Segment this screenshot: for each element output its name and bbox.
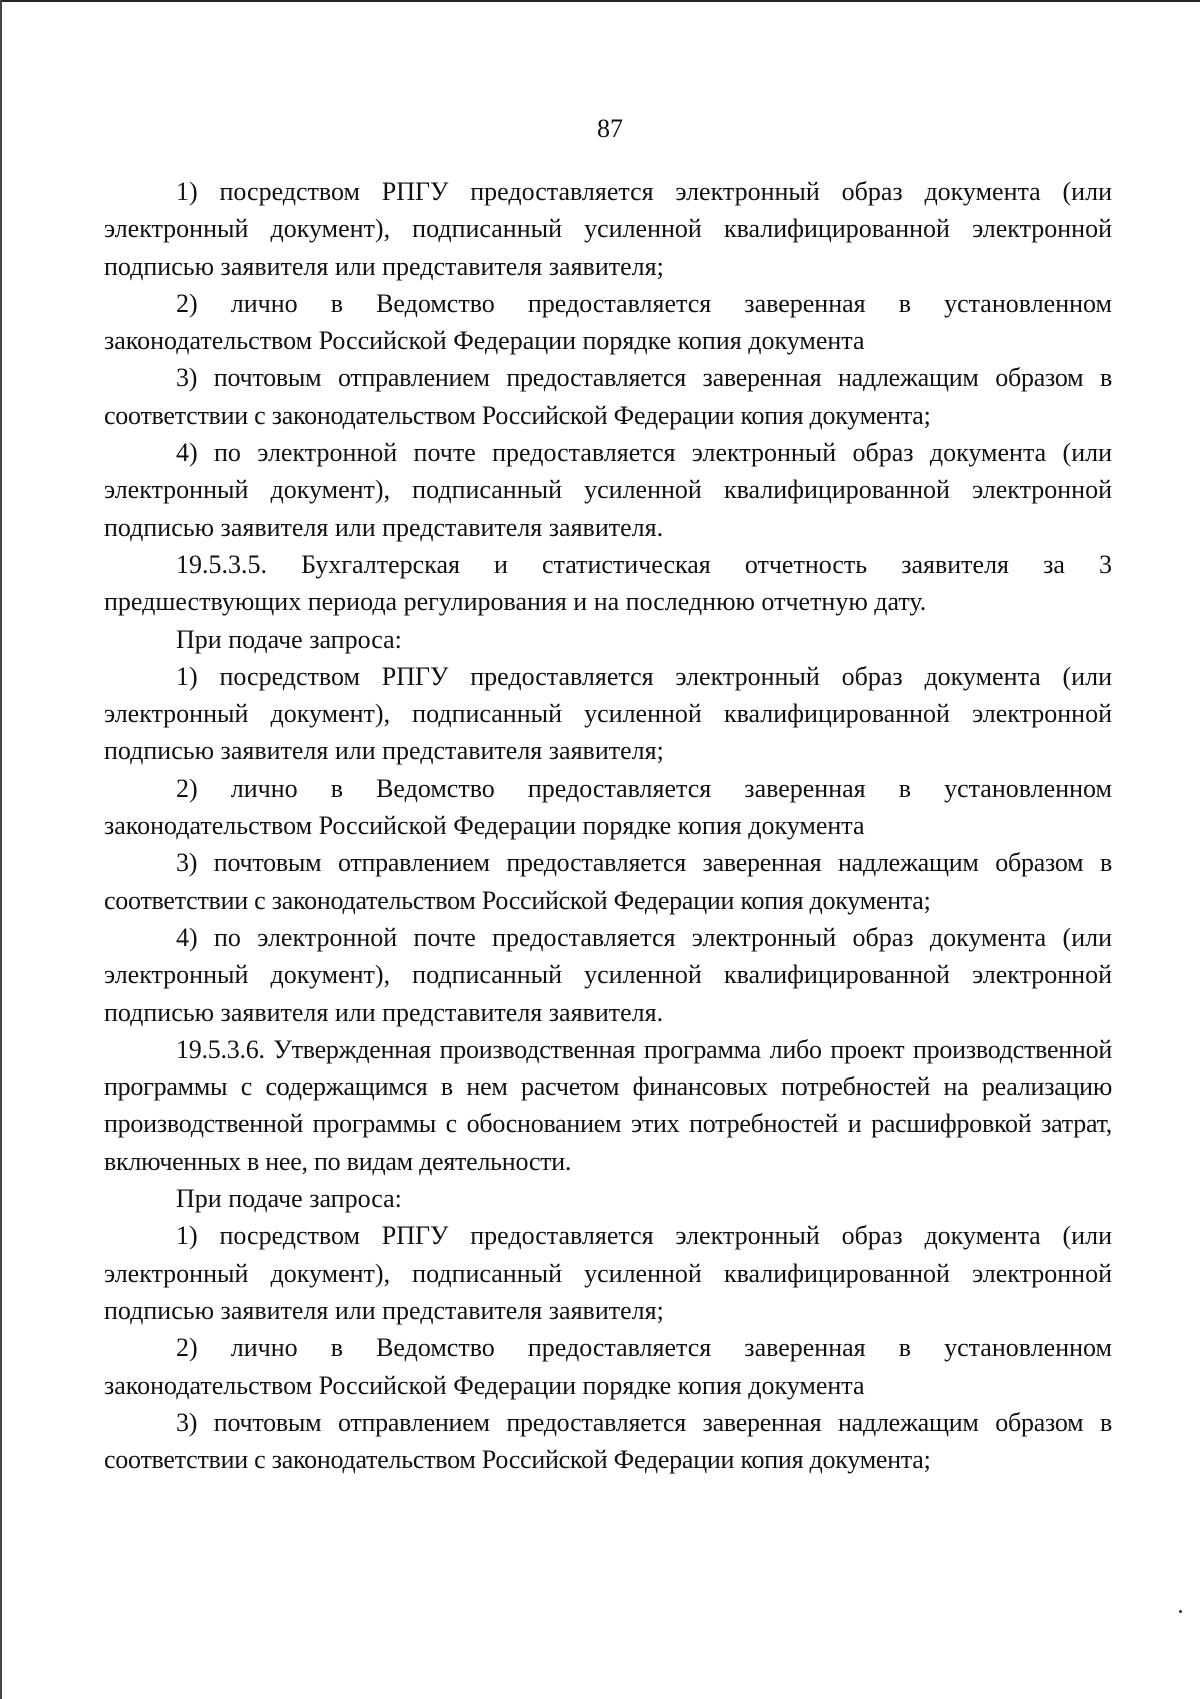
section-19-5-3-5: 19.5.3.5. Бухгалтерская и статистическая отчетность заявителя за 3 предшествующих периода регулирования и на последнюю отчетную дату. — [104, 549, 1112, 617]
paragraph-in-person-2: 2) лично в Ведомство предоставляется заверенная в установленном законодательством Российской Федерации порядке копия документа — [104, 773, 1112, 841]
paragraph-in-person-3: 2) лично в Ведомство предоставляется заверенная в установленном законодательством Российской Федерации порядке копия документа — [104, 1333, 1112, 1400]
scan-edge-top — [0, 0, 1200, 2]
scan-speck — [1179, 1610, 1182, 1613]
paragraph-mail-2: 3) почтовым отправлением предоставляется заверенная надлежащим образом в соответствии с законодательством Российской Федерации копия документа; — [104, 848, 1112, 915]
paragraph-rpgu-1: 1) посредством РПГУ предоставляется электронный образ документа (или электронный документ), подписанный усиленной квалифицированной электронной подписью заявителя или представителя заявителя; — [104, 177, 1112, 281]
paragraph-request-intro-1: При подаче запроса: — [176, 624, 402, 654]
scan-edge-left — [0, 0, 2, 1699]
paragraph-email-1: 4) по электронной почте предоставляется электронный образ документа (или электронный документ), подписанный усиленной квалифицированной электронной подписью заявителя или представителя заявителя. — [104, 438, 1112, 542]
section-19-5-3-6: 19.5.3.6. Утвержденная производственная программа либо проект производственной программы с содержащимся в нем расчетом финансовых потребностей на реализацию производственной программы с обоснованием этих потребностей и расшифровкой затрат, включенных в нее, по видам деятельности. — [104, 1034, 1112, 1176]
paragraph-rpgu-3: 1) посредством РПГУ предоставляется электронный образ документа (или электронный документ), подписанный усиленной квалифицированной электронной подписью заявителя или представителя заявителя; — [104, 1221, 1112, 1325]
paragraph-in-person-1: 2) лично в Ведомство предоставляется заверенная в установленном законодательством Российской Федерации порядке копия документа — [104, 288, 1112, 356]
page-number: 87 — [597, 114, 623, 143]
paragraph-mail-3: 3) почтовым отправлением предоставляется заверенная надлежащим образом в соответствии с законодательством Российской Федерации копия документа; — [104, 1407, 1112, 1475]
paragraph-mail-1: 3) почтовым отправлением предоставляется заверенная надлежащим образом в соответствии с законодательством Российской Федерации копия документа; — [104, 363, 1112, 430]
paragraph-email-2: 4) по электронной почте предоставляется электронный образ документа (или электронный документ), подписанный усиленной квалифицированной электронной подписью заявителя или представителя заявителя. — [104, 922, 1112, 1027]
document-body — [104, 173, 1112, 1478]
paragraph-request-intro-2: При подаче запроса: — [176, 1184, 402, 1214]
paragraph-rpgu-2: 1) посредством РПГУ предоставляется электронный образ документа (или электронный документ), подписанный усиленной квалифицированной электронной подписью заявителя или представителя заявителя; — [104, 661, 1112, 766]
